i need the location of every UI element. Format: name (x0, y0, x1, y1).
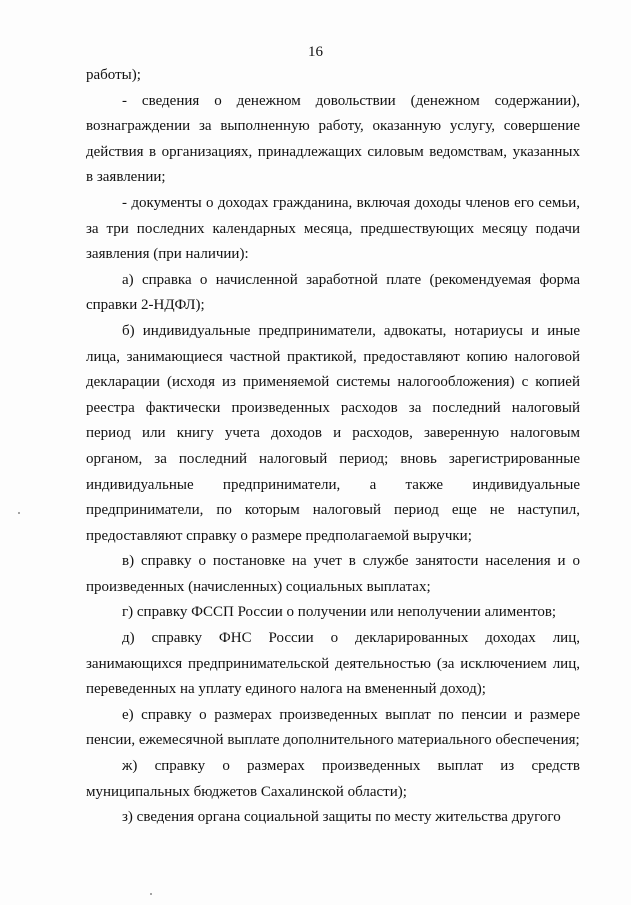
paragraph-item-z: з) сведения органа социальной защиты по месту жительства другого (122, 809, 561, 826)
paragraph-item-g: г) справку ФССП России о получении или неполучении алиментов; (122, 604, 557, 621)
scan-dot (150, 893, 152, 895)
page-number: 16 (308, 44, 323, 60)
paragraph-item-e: е) справку о размерах произведенных выплат по пенсии и размере пенсии, ежемесячной выплате дополнительного материального обеспечения; (86, 706, 580, 749)
paragraph-continuation: работы); (86, 67, 141, 83)
paragraph-item-a: а) справка о начисленной заработной плате (рекомендуемая форма справки 2-НДФЛ); (86, 271, 580, 314)
paragraph-item-d: д) справку ФНС России о декларированных доходах лиц, занимающихся предпринимательской деятельностью (за исключением лиц, переведенных на уплату единого налога на вмененный доход); (86, 630, 580, 698)
paragraph-item-zh: ж) справку о размерах произведенных выплат из средств муниципальных бюджетов Сахалинской области); (86, 758, 580, 800)
paragraph-salary-info: - сведения о денежном довольствии (денежном содержании), вознаграждении за выполненную работу, оказанную услугу, совершение действия в организациях, принадлежащих силовым ведомствам, указанных в заявлении; (86, 92, 580, 186)
paragraph-item-v: в) справку о постановке на учет в службе занятости населения и о произведенных (начисленных) социальных выплатах; (86, 553, 580, 595)
scan-dot (18, 512, 20, 514)
paragraph-income-documents: - документы о доходах гражданина, включая доходы членов его семьи, за три последних календарных месяца, предшествующих месяцу подачи заявления (при наличии): (86, 194, 580, 263)
paragraph-item-b: б) индивидуальные предприниматели, адвокаты, нотариусы и иные лица, занимающиеся частной практикой, предоставляют копию налоговой декларации (исходя из применяемой системы налогообложения) с копией реестра фактически произведенных расходов за последний налоговый период или книгу учета доходов и расходов, заверенную налоговым органом, за последний налоговый период; вновь зарегистрированные индивидуальные предприниматели, а также индивидуальные предприниматели, по которым налоговый период еще не наступил, предоставляют справку о размере предполагаемой выручки; (86, 322, 580, 544)
document-body (86, 63, 580, 831)
